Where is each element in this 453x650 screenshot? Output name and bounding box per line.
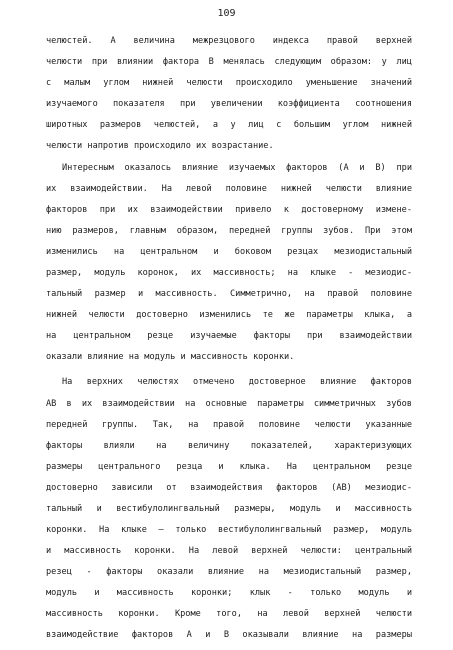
text-line: на центральном резце изучаемые факторы при взаимодействии	[46, 331, 412, 341]
text-line: челюстей. А величина межрезцового индекса правой верхней	[46, 36, 412, 46]
paragraph-first-line: Интересным оказалось влияние изучаемых факторов (А и В) при	[62, 163, 412, 173]
text-line: размеры центрального резца и клыка. На центральном резце	[46, 462, 412, 472]
text-line: оказали влияние на модуль и массивность коронки.	[46, 352, 295, 362]
text-line: достоверно зависили от взаимодействия факторов (АВ) мезиодис-	[46, 483, 412, 493]
paragraph-first-line: На верхних челюстях отмечено достоверное влияние факторов	[62, 377, 412, 387]
text-line: массивность коронки. Кроме того, на левой верхней челюсти	[46, 609, 412, 619]
text-line: челюсти напротив происходило их возрастание.	[46, 141, 274, 151]
text-line: изучаемого показателя при увеличении коэффициента соотношения	[46, 99, 412, 109]
text-line: факторы влияли на величину показателей, характеризующих	[46, 441, 412, 451]
text-line: с малым углом нижней челюсти происходило уменьшение значений	[46, 78, 412, 88]
text-line: передней группы. Так, на правой половине челюсти указанные	[46, 420, 412, 430]
text-line: нижней челюсти достоверно изменились те же параметры клыка, а	[46, 310, 412, 320]
text-line: модуль и массивность коронки; клык - только модуль и	[46, 588, 412, 598]
text-line: тальный и вестибулолингвальный размеры, модуль и массивность	[46, 504, 412, 514]
text-line: челюсти при влиянии фактора В менялась следующим образом: у лиц	[46, 57, 412, 67]
text-line: их взаимодействии. На левой половине нижней челюсти влияние	[46, 184, 412, 194]
text-line: взаимодействие факторов А и В оказывали влияние на размеры	[46, 630, 412, 640]
text-line: широтных размеров челюстей, а у лиц с большим углом нижней	[46, 120, 412, 130]
text-line: и массивность коронки. На левой верхней челюсти: центральный	[46, 546, 412, 556]
text-line: размер, модуль коронок, их массивность; на клыке - мезиодис-	[46, 268, 412, 278]
text-line: коронки. На клыке – только вестибулолингвальный размер, модуль	[46, 525, 412, 535]
text-line: факторов при их взаимодействии привело к достоверному измене-	[46, 205, 412, 215]
text-line: изменились на центральном и боковом резцах мезиодистальный	[46, 247, 412, 257]
text-line: АВ в их взаимодействии на основные параметры симметричных зубов	[46, 399, 412, 409]
text-line: нию размеров, главным образом, передней группы зубов. При этом	[46, 226, 412, 236]
text-line: резец - факторы оказали влияние на мезиодистальный размер,	[46, 567, 412, 577]
text-line: тальный размер и массивность. Симметрично, на правой половине	[46, 289, 412, 299]
page-number: 109	[217, 8, 236, 19]
